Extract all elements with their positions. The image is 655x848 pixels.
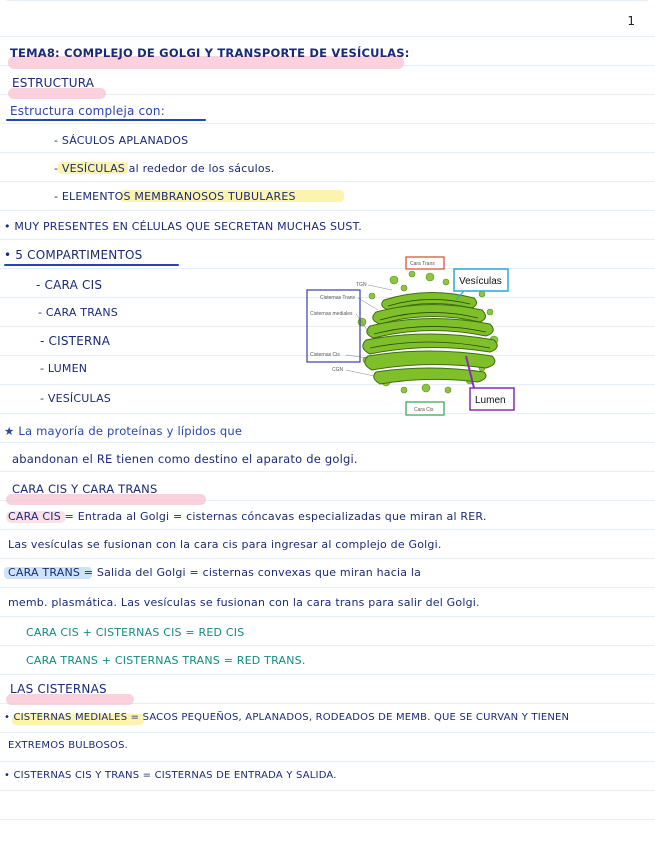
page-title: TEMA8: COMPLEJO DE GOLGI Y TRANSPORTE DE VESÍCULAS: [10, 46, 410, 60]
label-cisternas-mediales: Cisternas mediales [310, 311, 353, 317]
label-lumen: Lumen [475, 395, 506, 406]
label-tgn: TGN [356, 282, 367, 288]
golgi-diagram [306, 250, 520, 422]
equation-trans: CARA TRANS + CISTERNAS TRANS = RED TRANS. [26, 654, 306, 667]
label-vesiculas: Vesículas [459, 276, 502, 287]
compartimentos-underline [4, 264, 179, 266]
note-line-2: abandonan el RE tienen como destino el aparato de golgi. [12, 452, 358, 466]
cara-trans-line-1 [8, 566, 421, 579]
estructura-intro: Estructura compleja con: [10, 104, 165, 118]
cara-cis-text: = Entrada al Golgi = cisternas cóncavas especializadas que miran al RER. [64, 510, 487, 523]
label-cara-cis: Cara Cis [414, 407, 434, 413]
cisternas-line-1: • CISTERNAS MEDIALES = SACOS PEQUEÑOS, APLANADOS, RODEADOS DE MEMB. QUE SE CURVAN Y TIENEN [4, 712, 570, 723]
section-caras: CARA CIS Y CARA TRANS [12, 482, 158, 496]
estructura-item-2: - VESÍCULAS al rededor de los sáculos. [54, 162, 275, 175]
golgi-cisternae [363, 292, 497, 384]
equation-cis: CARA CIS + CISTERNAS CIS = RED CIS [26, 626, 245, 639]
page-number: 1 [627, 14, 635, 28]
cara-trans-text: = Salida del Golgi = cisternas convexas que miran hacia la [83, 566, 422, 579]
compartimento-cara-trans: - CARA TRANS [38, 306, 118, 319]
section-cisternas: LAS CISTERNAS [10, 682, 107, 696]
section-estructura: ESTRUCTURA [12, 76, 95, 90]
label-cisternas-cis: Cisternas Cis [310, 352, 340, 358]
cara-trans-label: CARA TRANS [8, 566, 81, 579]
note-line-1: ★ La mayoría de proteínas y lípidos que [4, 424, 243, 438]
bullet-presentes: • MUY PRESENTES EN CÉLULAS QUE SECRETAN MUCHAS SUST. [4, 220, 362, 233]
compartimento-lumen: - LUMEN [40, 362, 88, 375]
estructura-item-3: - ELEMENTOS MEMBRANOSOS TUBULARES [54, 190, 296, 203]
cisternas-line-2: EXTREMOS BULBOSOS. [8, 740, 129, 751]
label-cisternas-trans: Cisternas Trans [320, 295, 356, 301]
label-cara-trans: Cara Trans [410, 261, 435, 267]
cara-cis-line-2: Las vesículas se fusionan con la cara cis para ingresar al complejo de Golgi. [8, 538, 442, 551]
cisternas-line-3: • CISTERNAS CIS Y TRANS = CISTERNAS DE ENTRADA Y SALIDA. [4, 770, 337, 781]
compartimento-cara-cis: - CARA CIS [36, 278, 103, 292]
estructura-underline [6, 119, 206, 121]
label-cgn: CGN [332, 367, 344, 373]
cara-cis-line-1 [8, 510, 487, 523]
compartimento-vesiculas: - VESÍCULAS [40, 392, 111, 405]
compartimento-cisterna: - CISTERNA [40, 334, 111, 348]
bullet-compartimentos: • 5 COMPARTIMENTOS [4, 248, 143, 262]
cara-cis-label: CARA CIS [8, 510, 61, 523]
estructura-item-1: - SÁCULOS APLANADOS [54, 134, 189, 147]
cara-trans-line-2: memb. plasmática. Las vesículas se fusionan con la cara trans para salir del Golgi. [8, 596, 480, 609]
